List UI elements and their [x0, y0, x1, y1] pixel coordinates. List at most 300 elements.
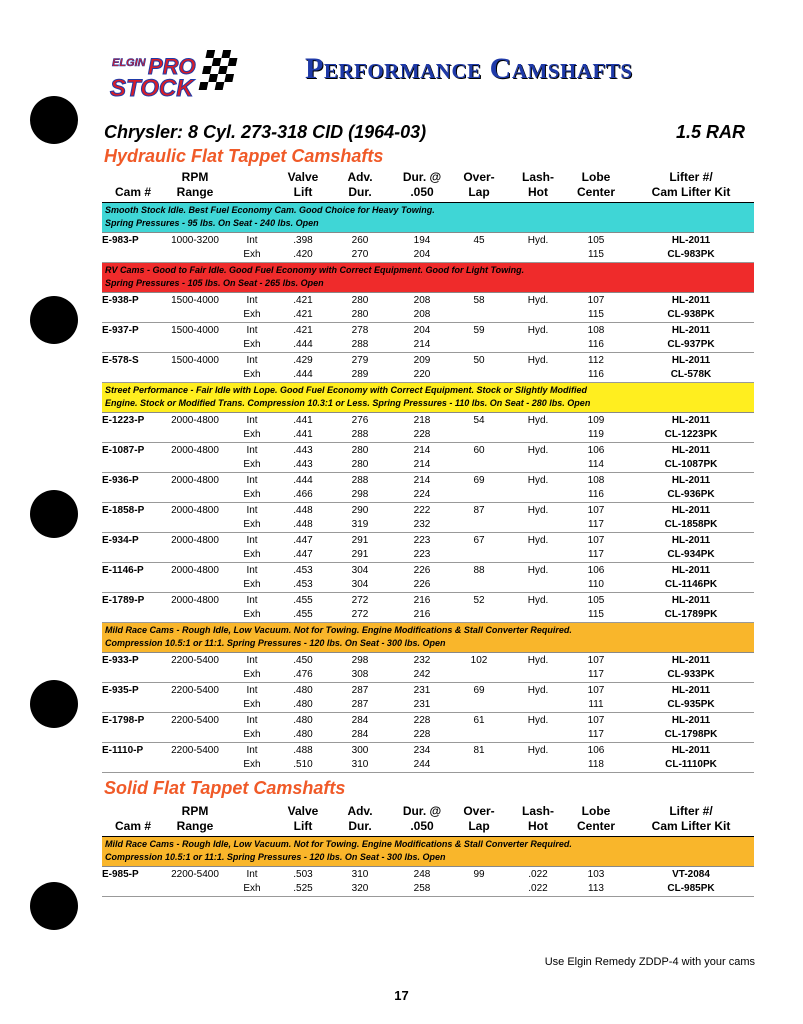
intake-lift: .444: [293, 475, 313, 486]
cam-number: E-935-P: [102, 685, 139, 696]
cam-number: E-936-P: [102, 475, 139, 486]
category-banner: [102, 383, 754, 413]
cam-number: E-1146-P: [102, 565, 144, 576]
intake-label: Int: [246, 535, 258, 546]
intake-label: Int: [246, 745, 258, 756]
binder-hole: [30, 96, 78, 144]
table-header: [102, 170, 754, 203]
exhaust-label: Exh: [243, 309, 261, 320]
intake-duration-050: 214: [413, 445, 431, 456]
cam-number: E-938-P: [102, 295, 139, 306]
intake-adv-duration: 284: [351, 715, 369, 726]
intake-duration-050: 218: [413, 415, 431, 426]
header-adv: [338, 170, 382, 200]
intake-adv-duration: 304: [351, 565, 369, 576]
exhaust-label: Exh: [243, 459, 261, 470]
exhaust-lift: .453: [293, 579, 313, 590]
exhaust-lift: .480: [293, 729, 313, 740]
header-lash: [512, 170, 564, 200]
binder-hole: [30, 490, 78, 538]
intake-label: Int: [246, 595, 258, 606]
lash: Hyd.: [527, 475, 549, 486]
intake-lobe-center: 107: [587, 295, 605, 306]
intake-adv-duration: 298: [351, 655, 369, 666]
table-row: [102, 563, 754, 593]
table-row: [102, 533, 754, 563]
intake-duration-050: 204: [413, 325, 431, 336]
rpm-range: 1000-3200: [171, 235, 219, 246]
rpm-range: 2000-4800: [171, 595, 219, 606]
lash: Hyd.: [527, 295, 549, 306]
hydraulic-table: [102, 170, 754, 773]
header-adv-line1: Adv.: [347, 170, 373, 184]
header-dur-line2: .050: [410, 819, 434, 833]
exhaust-lift: .441: [293, 429, 313, 440]
exhaust-lift: .421: [293, 309, 313, 320]
header-adv: [338, 804, 382, 834]
exhaust-lift: .444: [293, 339, 313, 350]
header-ovl: [454, 804, 504, 834]
intake-lift: .447: [293, 535, 313, 546]
intake-duration-050: 248: [413, 869, 431, 880]
rpm-range: 1500-4000: [171, 295, 219, 306]
lash: Hyd.: [527, 655, 549, 666]
header-rpm-line2: Range: [176, 819, 214, 833]
exhaust-lobe-center: 117: [588, 669, 604, 680]
table-row: [102, 233, 754, 263]
intake-adv-duration: 280: [351, 295, 369, 306]
overlap: 54: [473, 415, 485, 426]
table-row: [102, 353, 754, 383]
overlap: 69: [473, 475, 485, 486]
cam-number: E-1789-P: [102, 595, 145, 606]
exhaust-lift: .525: [293, 883, 313, 894]
header-lift-line1: Valve: [287, 804, 319, 818]
exhaust-duration-050: 208: [413, 309, 431, 320]
table-row: [102, 293, 754, 323]
category-line: RV Cams - Good to Fair Idle. Good Fuel Economy with Correct Equipment. Good for Light Towing.: [105, 265, 525, 275]
cam-lifter-kit: CL-933PK: [667, 669, 715, 680]
header-lash: [512, 804, 564, 834]
exhaust-adv-duration: 288: [351, 429, 369, 440]
cam-number: E-937-P: [102, 325, 139, 336]
lifter-number: HL-2011: [671, 445, 711, 456]
exhaust-adv-duration: 310: [351, 759, 369, 770]
exhaust-duration-050: 214: [413, 339, 431, 350]
intake-adv-duration: 310: [351, 869, 369, 880]
header-adv-line1: Adv.: [347, 804, 373, 818]
table-body: [102, 203, 754, 773]
intake-adv-duration: 290: [351, 505, 369, 516]
exhaust-lift: .448: [293, 519, 313, 530]
lifter-number: HL-2011: [671, 505, 711, 516]
cam-lifter-kit: CL-938PK: [667, 309, 715, 320]
binder-hole: [30, 680, 78, 728]
lash: Hyd.: [527, 445, 549, 456]
intake-lobe-center: 112: [588, 355, 604, 366]
header-rpm: [164, 804, 226, 834]
header-rpm-line1: RPM: [181, 170, 209, 184]
header-lobe-line2: Center: [576, 185, 615, 199]
overlap: 58: [473, 295, 485, 306]
exhaust-lobe-center: 115: [588, 249, 604, 260]
intake-lift: .480: [293, 715, 313, 726]
cam-number: E-983-P: [102, 235, 139, 246]
category-banner: [102, 203, 754, 233]
exhaust-adv-duration: 289: [351, 369, 369, 380]
category-line: Street Performance - Fair Idle with Lope. Good Fuel Economy with Correct Equipment. Stock or Slightly Modified: [105, 385, 588, 395]
category-line: Smooth Stock Idle. Best Fuel Economy Cam. Good Choice for Heavy Towing.: [105, 205, 435, 215]
header-cam-line2: Cam #: [114, 185, 152, 199]
intake-lobe-center: 106: [587, 745, 605, 756]
header-lash-line2: Hot: [528, 819, 548, 833]
exhaust-label: Exh: [243, 883, 261, 894]
exhaust-label: Exh: [243, 579, 261, 590]
header-lash-line2: Hot: [528, 185, 548, 199]
exhaust-lobe-center: 115: [588, 609, 604, 620]
intake-lobe-center: 109: [587, 415, 605, 426]
lifter-number: HL-2011: [671, 325, 711, 336]
lash: Hyd.: [527, 745, 549, 756]
rocker-ratio: 1.5 RAR: [675, 122, 745, 142]
overlap: 67: [473, 535, 485, 546]
header-lifter-line2: Cam Lifter Kit: [651, 819, 731, 833]
cam-lifter-kit: CL-937PK: [667, 339, 715, 350]
exhaust-duration-050: 220: [413, 369, 431, 380]
intake-duration-050: 208: [413, 295, 431, 306]
table-row: [102, 503, 754, 533]
table-row: [102, 683, 754, 713]
intake-lobe-center: 108: [587, 475, 605, 486]
intake-adv-duration: 279: [351, 355, 369, 366]
intake-label: Int: [246, 655, 258, 666]
header-lash-line1: Lash-: [521, 170, 554, 184]
header-lifter-line1: Lifter #/: [669, 804, 713, 818]
intake-duration-050: 209: [413, 355, 431, 366]
intake-adv-duration: 280: [351, 445, 369, 456]
exhaust-adv-duration: 320: [351, 883, 369, 894]
cam-number: E-933-P: [102, 655, 139, 666]
header-lift: [278, 170, 328, 200]
cam-number: E-1110-P: [102, 745, 144, 756]
exhaust-duration-050: 242: [413, 669, 431, 680]
exhaust-lobe-center: 116: [588, 369, 604, 380]
lifter-number: HL-2011: [671, 715, 711, 726]
intake-label: Int: [246, 505, 258, 516]
table-row: [102, 653, 754, 683]
page-title: Performance Camshafts: [305, 52, 633, 85]
header-cam-line1: [102, 804, 164, 819]
exhaust-lobe-center: 113: [588, 883, 604, 894]
category-line: Mild Race Cams - Rough Idle, Low Vacuum. Not for Towing. Engine Modifications & Stall Converter Required.: [105, 625, 572, 635]
lash: Hyd.: [527, 715, 549, 726]
header-lobe: [570, 170, 622, 200]
exhaust-lift: .444: [293, 369, 313, 380]
rpm-range: 2000-4800: [171, 505, 219, 516]
intake-lobe-center: 107: [587, 685, 605, 696]
header-rpm-line1: RPM: [181, 804, 209, 818]
table-row: [102, 323, 754, 353]
category-line: Compression 10.5:1 or 11:1. Spring Pressures - 120 lbs. On Seat - 300 lbs. Open: [105, 852, 446, 862]
cam-number: E-985-P: [102, 869, 139, 880]
exhaust-duration-050: 228: [413, 429, 431, 440]
exhaust-duration-050: 232: [413, 519, 431, 530]
cam-number: E-1798-P: [102, 715, 145, 726]
exhaust-lobe-center: 118: [588, 759, 604, 770]
table-row: [102, 867, 754, 897]
rpm-range: 1500-4000: [171, 355, 219, 366]
overlap: 59: [473, 325, 485, 336]
exhaust-adv-duration: 270: [351, 249, 369, 260]
exhaust-label: Exh: [243, 609, 261, 620]
overlap: 52: [473, 595, 485, 606]
exhaust-adv-duration: 291: [351, 549, 369, 560]
header-ovl-line1: Over-: [463, 170, 495, 184]
table-header: [102, 804, 754, 837]
lash: Hyd.: [527, 355, 549, 366]
exhaust-label: Exh: [243, 339, 261, 350]
exhaust-label: Exh: [243, 249, 261, 260]
lifter-number: HL-2011: [671, 235, 711, 246]
exhaust-adv-duration: 304: [351, 579, 369, 590]
header-lifter: [632, 804, 750, 834]
lash: Hyd.: [527, 595, 549, 606]
cam-lifter-kit: CL-1798PK: [664, 729, 718, 740]
header-lift-line2: Lift: [293, 819, 313, 833]
intake-adv-duration: 260: [351, 235, 369, 246]
intake-lobe-center: 107: [587, 655, 605, 666]
rpm-range: 2200-5400: [171, 685, 219, 696]
header-dur-line1: Dur. @: [402, 170, 442, 184]
intake-duration-050: 231: [413, 685, 431, 696]
intake-lift: .453: [293, 565, 313, 576]
intake-duration-050: 228: [413, 715, 431, 726]
exhaust-duration-050: 224: [413, 489, 431, 500]
exhaust-label: Exh: [243, 489, 261, 500]
exhaust-duration-050: 226: [413, 579, 431, 590]
intake-label: Int: [246, 355, 258, 366]
header-lash-line1: Lash-: [521, 804, 554, 818]
exhaust-lobe-center: 117: [588, 549, 604, 560]
intake-duration-050: 226: [413, 565, 431, 576]
exhaust-lift: .443: [293, 459, 313, 470]
intake-lift: .441: [293, 415, 313, 426]
cam-lifter-kit: CL-1146PK: [664, 579, 718, 590]
intake-duration-050: 214: [413, 475, 431, 486]
cam-lifter-kit: CL-1858PK: [664, 519, 718, 530]
header-cam: [102, 804, 164, 834]
intake-adv-duration: 291: [351, 535, 369, 546]
exhaust-label: Exh: [243, 729, 261, 740]
header-cam-line1: [102, 170, 164, 185]
lash: Hyd.: [527, 685, 549, 696]
header-lifter-line1: Lifter #/: [669, 170, 713, 184]
lash: Hyd.: [527, 565, 549, 576]
intake-lobe-center: 103: [587, 869, 605, 880]
intake-lift: .421: [293, 295, 313, 306]
overlap: 81: [473, 745, 485, 756]
lash: Hyd.: [527, 505, 549, 516]
header-ovl-line2: Lap: [468, 185, 490, 199]
lash: Hyd.: [527, 235, 549, 246]
intake-lift: .450: [293, 655, 313, 666]
intake-label: Int: [246, 869, 258, 880]
overlap: 69: [473, 685, 485, 696]
lifter-number: HL-2011: [671, 745, 711, 756]
header-dur-line2: .050: [410, 185, 434, 199]
intake-lobe-center: 105: [587, 235, 605, 246]
category-line: Compression 10.5:1 or 11:1. Spring Pressures - 120 lbs. On Seat - 300 lbs. Open: [105, 638, 446, 648]
exhaust-lobe-center: 114: [588, 459, 604, 470]
cam-number: E-1858-P: [102, 505, 145, 516]
intake-lift: .429: [293, 355, 313, 366]
lifter-number: HL-2011: [671, 475, 711, 486]
intake-adv-duration: 288: [351, 475, 369, 486]
intake-adv-duration: 276: [351, 415, 369, 426]
category-line: Spring Pressures - 95 lbs. On Seat - 240 lbs. Open: [105, 218, 319, 228]
exhaust-lift: .447: [293, 549, 313, 560]
cam-lifter-kit: CL-1087PK: [664, 459, 718, 470]
cam-lifter-kit: CL-934PK: [667, 549, 715, 560]
exhaust-duration-050: 204: [413, 249, 431, 260]
header-lift-line2: Lift: [293, 185, 313, 199]
header-rpm-line2: Range: [176, 185, 214, 199]
rpm-range: 2000-4800: [171, 535, 219, 546]
exhaust-adv-duration: 308: [351, 669, 369, 680]
cam-lifter-kit: CL-936PK: [667, 489, 715, 500]
svg-text:PRO: PRO: [148, 54, 196, 79]
cam-number: E-1223-P: [102, 415, 145, 426]
intake-lobe-center: 106: [587, 565, 605, 576]
exhaust-label: Exh: [243, 429, 261, 440]
intake-lobe-center: 106: [587, 445, 605, 456]
cam-lifter-kit: CL-1223PK: [664, 429, 718, 440]
category-banner: [102, 623, 754, 653]
exhaust-duration-050: 216: [413, 609, 431, 620]
exhaust-label: Exh: [243, 369, 261, 380]
header-lifter: [632, 170, 750, 200]
table-row: [102, 593, 754, 623]
table-row: [102, 473, 754, 503]
exhaust-lobe-center: 110: [588, 579, 604, 590]
header-lobe-line2: Center: [576, 819, 615, 833]
header-adv-line2: Dur.: [348, 185, 372, 199]
cam-number: E-578-S: [102, 355, 139, 366]
exhaust-adv-duration: 280: [351, 459, 369, 470]
header-dur: [394, 170, 450, 200]
overlap: 102: [470, 655, 488, 666]
exhaust-adv-duration: 287: [351, 699, 369, 710]
overlap: 99: [473, 869, 485, 880]
header-lobe: [570, 804, 622, 834]
exhaust-label: Exh: [243, 669, 261, 680]
intake-duration-050: 232: [413, 655, 431, 666]
engine-subtitle: Chrysler: 8 Cyl. 273-318 CID (1964-03): [104, 122, 427, 142]
binder-hole: [30, 882, 78, 930]
rpm-range: 2000-4800: [171, 415, 219, 426]
page-number: 17: [394, 988, 409, 1003]
exhaust-adv-duration: 288: [351, 339, 369, 350]
exhaust-duration-050: 231: [413, 699, 431, 710]
intake-adv-duration: 300: [351, 745, 369, 756]
intake-lift: .455: [293, 595, 313, 606]
intake-lift: .488: [293, 745, 313, 756]
solid-table: [102, 804, 754, 897]
lash: Hyd.: [527, 325, 549, 336]
exhaust-label: Exh: [243, 699, 261, 710]
lifter-number: HL-2011: [671, 685, 711, 696]
exhaust-lobe-center: 117: [588, 519, 604, 530]
table-row: [102, 713, 754, 743]
cam-lifter-kit: CL-983PK: [667, 249, 715, 260]
intake-lobe-center: 108: [587, 325, 605, 336]
header-ovl-line2: Lap: [468, 819, 490, 833]
exhaust-lift: .466: [293, 489, 313, 500]
intake-lobe-center: 105: [587, 595, 605, 606]
exhaust-lift: .510: [293, 759, 313, 770]
exhaust-duration-050: 214: [413, 459, 431, 470]
intake-label: Int: [246, 685, 258, 696]
exhaust-adv-duration: 284: [351, 729, 369, 740]
lifter-number: HL-2011: [671, 355, 711, 366]
cam-lifter-kit: CL-578K: [670, 369, 712, 380]
intake-duration-050: 222: [413, 505, 431, 516]
intake-lift: .398: [293, 235, 313, 246]
rpm-range: 2000-4800: [171, 445, 219, 456]
footer-note: Use Elgin Remedy ZDDP-4 with your cams: [544, 956, 755, 968]
intake-label: Int: [246, 565, 258, 576]
exhaust-duration-050: 244: [413, 759, 431, 770]
rpm-range: 2200-5400: [171, 715, 219, 726]
header-lifter-line2: Cam Lifter Kit: [651, 185, 731, 199]
overlap: 60: [473, 445, 485, 456]
intake-duration-050: 216: [413, 595, 431, 606]
rpm-range: 2200-5400: [171, 655, 219, 666]
intake-duration-050: 234: [413, 745, 431, 756]
exhaust-lift: .455: [293, 609, 313, 620]
exhaust-adv-duration: 319: [351, 519, 369, 530]
cam-number: E-934-P: [102, 535, 139, 546]
header-ovl: [454, 170, 504, 200]
intake-label: Int: [246, 235, 258, 246]
cam-lifter-kit: CL-935PK: [667, 699, 715, 710]
cam-lifter-kit: CL-1110PK: [665, 759, 717, 770]
cam-lifter-kit: CL-985PK: [667, 883, 715, 894]
exhaust-lift: .420: [293, 249, 313, 260]
exhaust-adv-duration: 280: [351, 309, 369, 320]
header-cam: [102, 170, 164, 200]
rpm-range: 1500-4000: [171, 325, 219, 336]
exhaust-adv-duration: 272: [351, 609, 369, 620]
exhaust-lobe-center: 115: [588, 309, 604, 320]
overlap: 50: [473, 355, 485, 366]
overlap: 61: [473, 715, 485, 726]
intake-label: Int: [246, 325, 258, 336]
elgin-pro-stock-logo: [104, 46, 244, 102]
header-adv-line2: Dur.: [348, 819, 372, 833]
header-lobe-line1: Lobe: [581, 804, 611, 818]
solid-section-title: Solid Flat Tappet Camshafts: [104, 778, 346, 798]
rpm-range: 2000-4800: [171, 475, 219, 486]
lifter-number: HL-2011: [671, 655, 711, 666]
intake-duration-050: 223: [413, 535, 431, 546]
exhaust-lift: .480: [293, 699, 313, 710]
exhaust-lobe-center: 117: [588, 729, 604, 740]
intake-label: Int: [246, 715, 258, 726]
header-lobe-line1: Lobe: [581, 170, 611, 184]
overlap: 45: [473, 235, 485, 246]
exhaust-lobe-center: 116: [588, 489, 604, 500]
